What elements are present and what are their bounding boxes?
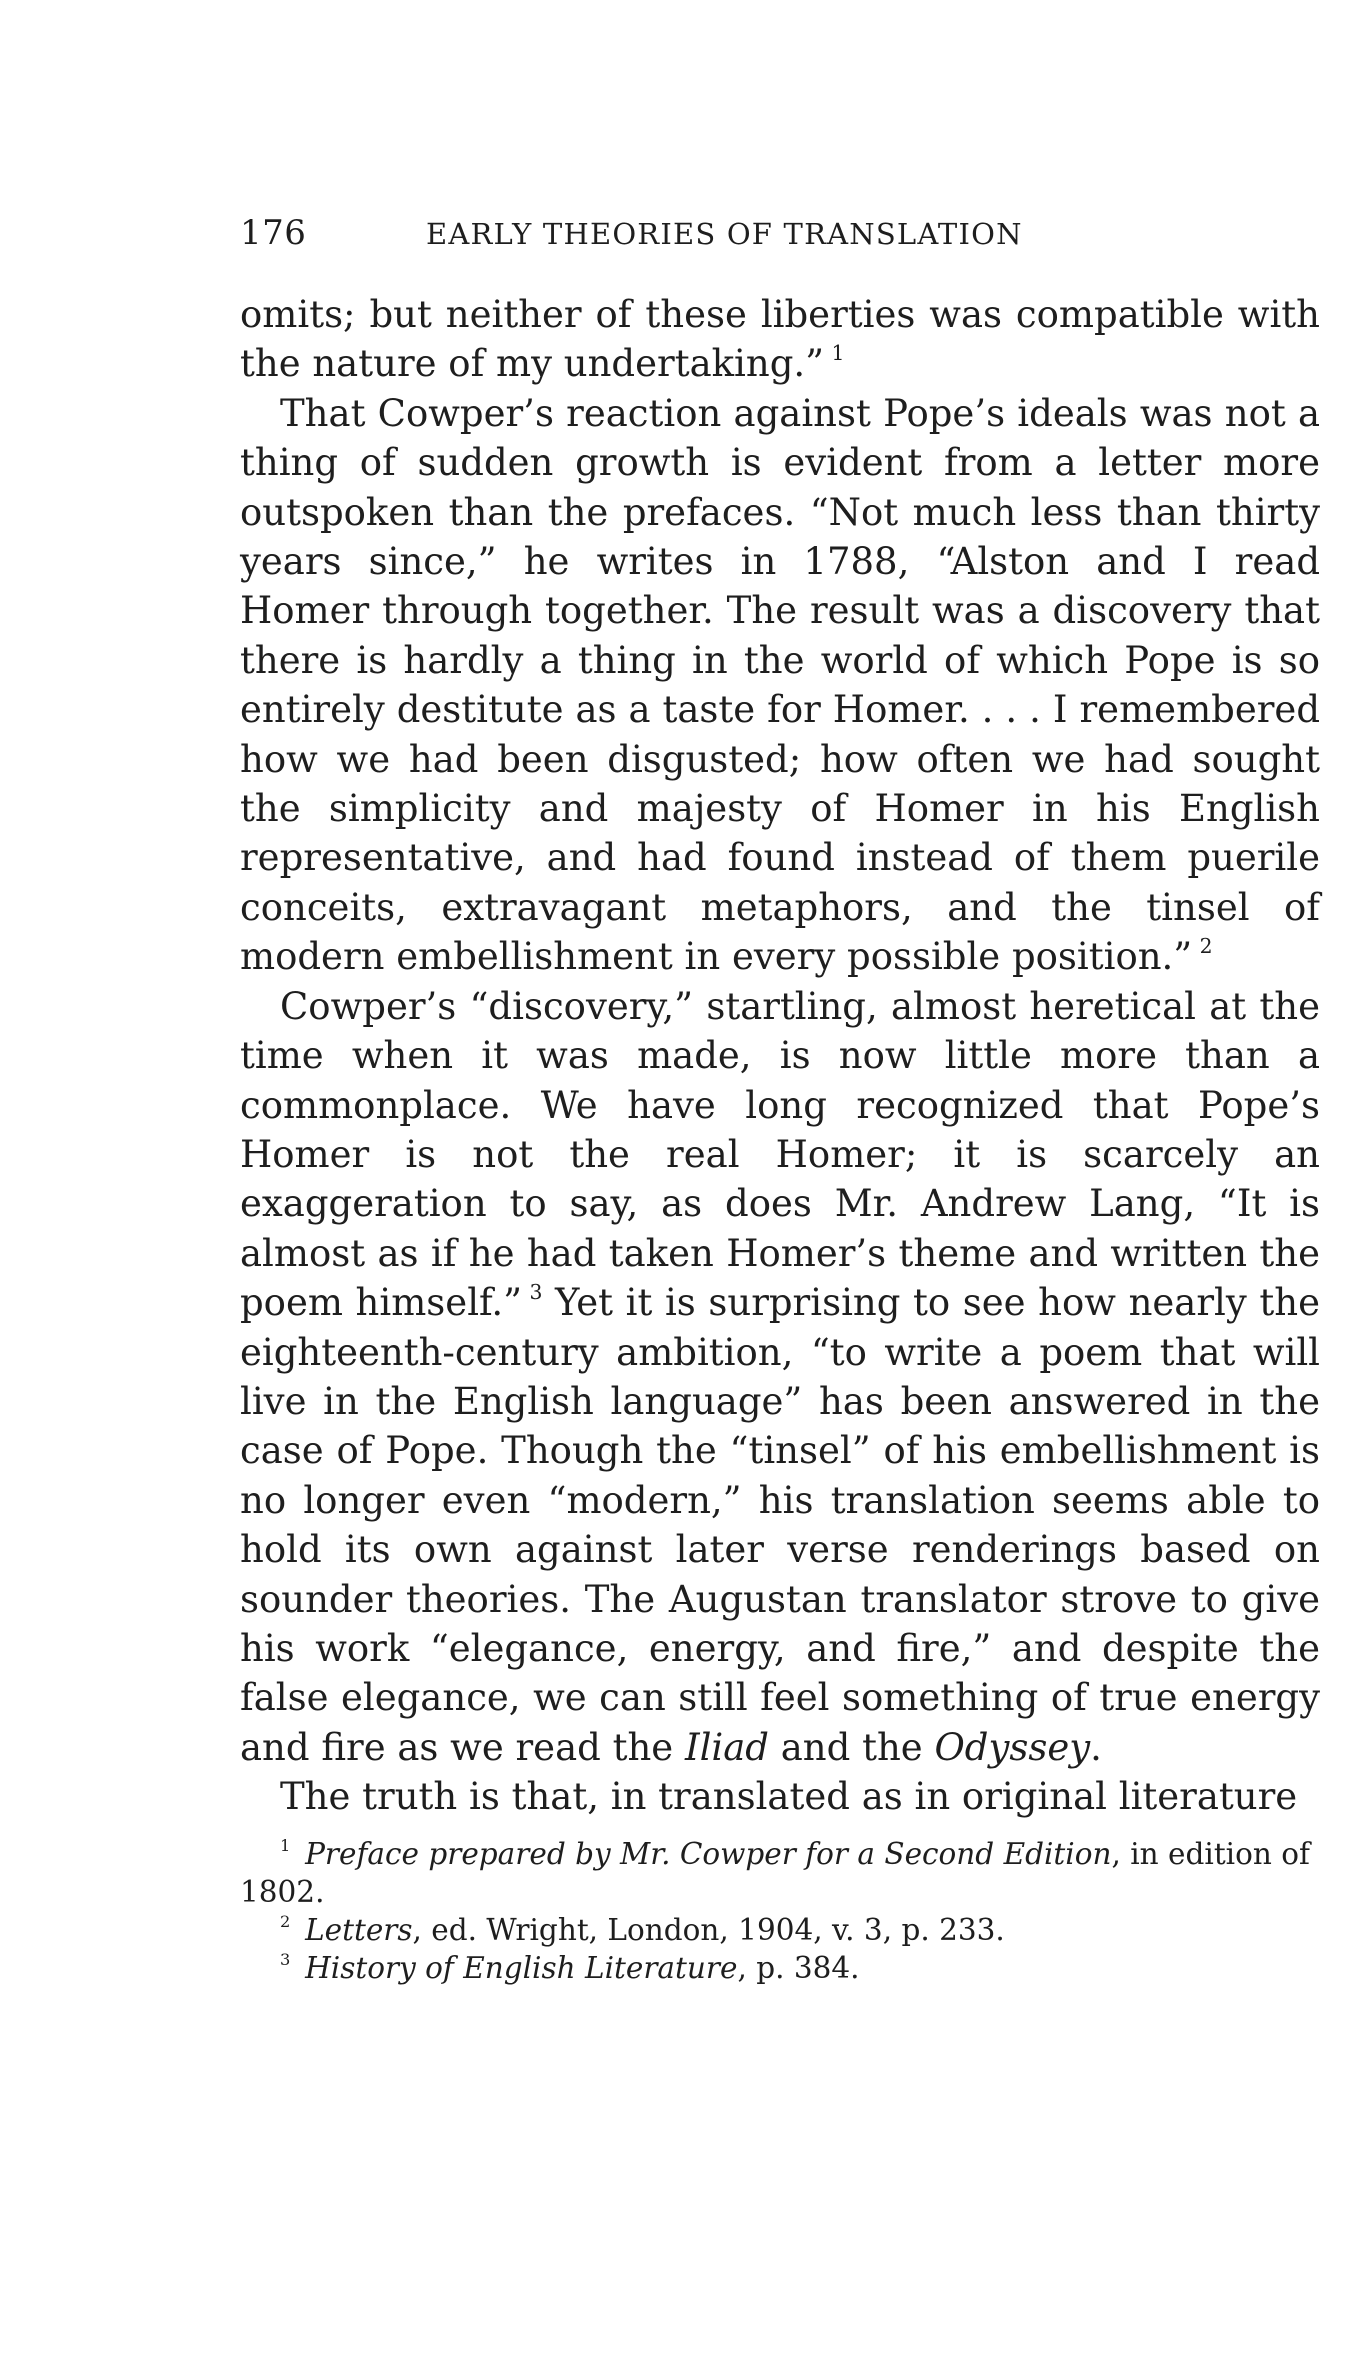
title-odyssey: Odyssey — [934, 1725, 1091, 1769]
title-iliad: Iliad — [684, 1725, 769, 1769]
footnote-1-text: , in edition of 1802. — [240, 1837, 1310, 1909]
footnotes — [240, 1835, 1320, 1987]
paragraph-4-text: The truth is that, in translated as in original literature — [280, 1775, 1298, 1819]
footnote-marker-2: 2 — [280, 1911, 291, 1931]
paragraph-1 — [240, 290, 1320, 389]
paragraph-3-end: . — [1090, 1725, 1102, 1769]
footnote-2-title: Letters — [305, 1913, 413, 1947]
paragraph-4 — [240, 1772, 1320, 1821]
footnote-3-text: , p. 384. — [737, 1951, 860, 1985]
footnote-ref-1: 1 — [831, 341, 845, 366]
running-title: EARLY THEORIES OF TRANSLATION — [426, 217, 1023, 251]
paragraph-3-conj: and the — [768, 1725, 935, 1769]
page-number: 176 — [240, 213, 307, 253]
paragraph-3-text-a: Cowper’s “discovery,” startling, almost heretical at the time when it was made, is now little more than a commonplace. We have long recognized that Pope’s Homer is not the real Homer; it is scarcely an exaggeration to say, as does Mr. Andrew Lang, “It is almost as if he had taken Homer’s theme and written the poem himself.” — [240, 984, 1320, 1325]
paragraph-2 — [240, 389, 1320, 982]
footnote-3-title: History of English Literature — [305, 1951, 738, 1985]
footnote-2 — [240, 1911, 1320, 1949]
page-header — [240, 213, 1320, 263]
paragraph-3 — [240, 982, 1320, 1773]
footnote-marker-3: 3 — [280, 1949, 291, 1969]
paragraph-1-text: omits; but neither of these liberties was compatible with the nature of my undertaking.” — [240, 293, 1320, 386]
footnote-ref-2: 2 — [1199, 933, 1213, 958]
footnote-2-text: , ed. Wright, London, 1904, v. 3, p. 233. — [412, 1913, 1005, 1947]
footnote-1 — [240, 1835, 1320, 1911]
paragraph-2-text: That Cowper’s reaction against Pope’s ideals was not a thing of sudden growth is evident from a letter more outspoken than the prefaces. “Not much less than thirty years since,” he writes in 1788, “Alston and I read Homer through together. The result was a discovery that there is hardly a thing in the world of which Pope is so entirely destitute as a taste for Homer. . . . I remembered how we had been disgusted; how often we had sought the simplicity and majesty of Homer in his English representative, and had found instead of them puerile conceits, extravagant metaphors, and the tinsel of modern embellishment in every possible position.” — [240, 391, 1320, 979]
footnote-3 — [240, 1949, 1320, 1987]
body-text — [240, 290, 1320, 1822]
paragraph-3-text-b: Yet it is surprising to see how nearly the eighteenth-century ambition, “to write a poem that will live in the English language” has been answered in the case of Pope. Though the “tinsel” of his embellishment is no longer even “modern,” his translation seems able to hold its own against later verse renderings based on sounder theories. The Augustan translator strove to give his work “elegance, energy, and fire,” and despite the false elegance, we can still feel something of true energy and fire as we read the — [240, 1281, 1320, 1769]
footnote-ref-3: 3 — [529, 1279, 543, 1304]
footnote-1-title: Preface prepared by Mr. Cowper for a Second Edition — [305, 1837, 1112, 1871]
footnote-marker-1: 1 — [280, 1835, 291, 1855]
